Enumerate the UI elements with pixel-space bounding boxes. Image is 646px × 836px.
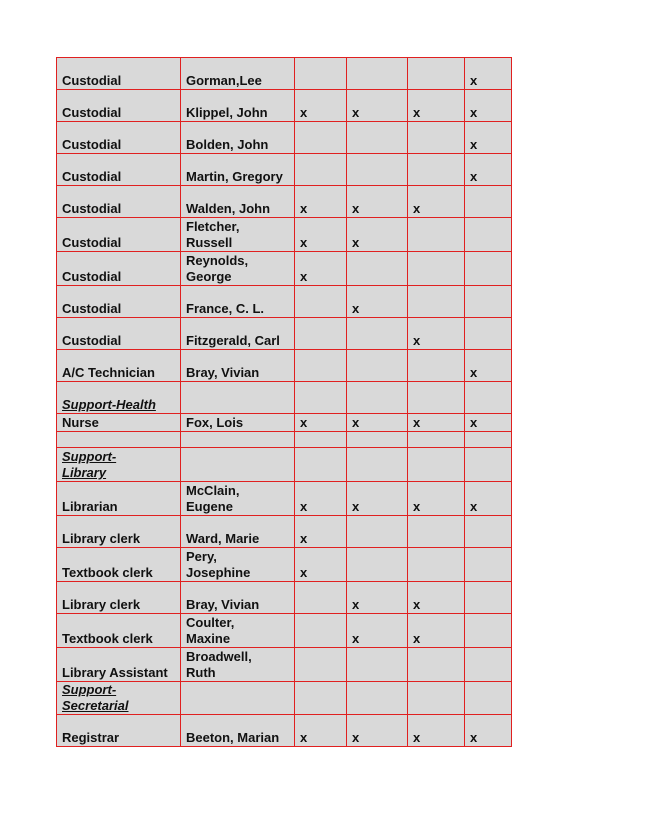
table-row	[57, 154, 512, 186]
staff-name-cell: Coulter, Maxine	[181, 614, 295, 648]
table-row	[57, 648, 512, 682]
role-cell: Custodial	[57, 286, 181, 318]
mark-cell	[295, 58, 347, 90]
table-row	[57, 58, 512, 90]
mark-cell	[408, 58, 465, 90]
staff-name-cell: France, C. L.	[181, 286, 295, 318]
table-row	[57, 614, 512, 648]
mark-cell	[347, 122, 408, 154]
table-row	[57, 548, 512, 582]
role-cell: Custodial	[57, 252, 181, 286]
staff-assignment-table	[56, 57, 512, 747]
table-row	[57, 90, 512, 122]
mark-cell	[295, 614, 347, 648]
mark-cell: x	[465, 154, 512, 186]
table-row	[57, 318, 512, 350]
staff-name-cell: Beeton, Marian	[181, 715, 295, 747]
role-cell: A/C Technician	[57, 350, 181, 382]
mark-cell	[295, 154, 347, 186]
role-cell: Custodial	[57, 186, 181, 218]
empty-cell	[465, 432, 512, 448]
empty-cell	[347, 448, 408, 482]
role-cell: Custodial	[57, 218, 181, 252]
table-row	[57, 186, 512, 218]
mark-cell	[465, 286, 512, 318]
mark-cell: x	[295, 482, 347, 516]
empty-cell	[465, 448, 512, 482]
table-row	[57, 286, 512, 318]
empty-cell	[465, 382, 512, 414]
empty-cell	[295, 432, 347, 448]
staff-name-cell: Bolden, John	[181, 122, 295, 154]
mark-cell	[465, 648, 512, 682]
mark-cell	[347, 252, 408, 286]
mark-cell	[347, 58, 408, 90]
mark-cell	[295, 122, 347, 154]
staff-name-cell: Bray, Vivian	[181, 582, 295, 614]
mark-cell	[408, 122, 465, 154]
empty-cell	[181, 448, 295, 482]
mark-cell: x	[465, 122, 512, 154]
mark-cell	[408, 286, 465, 318]
mark-cell	[465, 318, 512, 350]
staff-name-cell: Bray, Vivian	[181, 350, 295, 382]
mark-cell	[295, 286, 347, 318]
mark-cell: x	[465, 414, 512, 432]
mark-cell: x	[295, 516, 347, 548]
mark-cell	[465, 516, 512, 548]
empty-cell	[181, 382, 295, 414]
mark-cell: x	[408, 414, 465, 432]
empty-cell	[181, 682, 295, 715]
mark-cell	[408, 648, 465, 682]
table-row	[57, 482, 512, 516]
staff-name-cell: Reynolds, George	[181, 252, 295, 286]
mark-cell: x	[465, 350, 512, 382]
mark-cell	[408, 154, 465, 186]
mark-cell: x	[347, 286, 408, 318]
mark-cell: x	[295, 548, 347, 582]
mark-cell	[465, 582, 512, 614]
empty-cell	[347, 382, 408, 414]
table-row	[57, 715, 512, 747]
role-cell: Library clerk	[57, 516, 181, 548]
empty-cell	[295, 448, 347, 482]
mark-cell	[347, 516, 408, 548]
table-row	[57, 582, 512, 614]
mark-cell: x	[408, 186, 465, 218]
staff-name-cell: Gorman,Lee	[181, 58, 295, 90]
mark-cell: x	[408, 715, 465, 747]
empty-cell	[295, 382, 347, 414]
role-cell: Custodial	[57, 90, 181, 122]
empty-cell	[347, 432, 408, 448]
mark-cell: x	[295, 414, 347, 432]
staff-name-cell: Fox, Lois	[181, 414, 295, 432]
staff-name-cell: Ward, Marie	[181, 516, 295, 548]
empty-cell	[408, 432, 465, 448]
mark-cell: x	[465, 90, 512, 122]
mark-cell	[295, 582, 347, 614]
mark-cell	[465, 548, 512, 582]
empty-cell	[408, 382, 465, 414]
empty-cell	[347, 682, 408, 715]
mark-cell	[347, 648, 408, 682]
empty-cell	[465, 682, 512, 715]
role-cell: Librarian	[57, 482, 181, 516]
staff-name-cell: Fitzgerald, Carl	[181, 318, 295, 350]
role-cell: Nurse	[57, 414, 181, 432]
staff-name-cell: Martin, Gregory	[181, 154, 295, 186]
mark-cell: x	[347, 186, 408, 218]
role-cell: Textbook clerk	[57, 548, 181, 582]
mark-cell	[295, 648, 347, 682]
mark-cell: x	[465, 58, 512, 90]
role-cell: Textbook clerk	[57, 614, 181, 648]
mark-cell	[347, 154, 408, 186]
mark-cell: x	[465, 715, 512, 747]
table-body	[57, 58, 512, 747]
mark-cell	[295, 350, 347, 382]
table-row	[57, 414, 512, 432]
section-label: Support- Secretarial	[57, 682, 181, 715]
mark-cell	[408, 218, 465, 252]
mark-cell: x	[295, 218, 347, 252]
mark-cell: x	[347, 582, 408, 614]
mark-cell: x	[295, 90, 347, 122]
mark-cell	[347, 350, 408, 382]
section-label: Support- Library	[57, 448, 181, 482]
mark-cell: x	[347, 414, 408, 432]
mark-cell: x	[295, 715, 347, 747]
mark-cell: x	[347, 482, 408, 516]
staff-name-cell: Walden, John	[181, 186, 295, 218]
table-row	[57, 516, 512, 548]
mark-cell: x	[408, 582, 465, 614]
mark-cell: x	[347, 90, 408, 122]
empty-cell	[408, 448, 465, 482]
table-row	[57, 252, 512, 286]
mark-cell	[408, 252, 465, 286]
mark-cell	[465, 186, 512, 218]
section-header-row	[57, 682, 512, 715]
empty-cell	[408, 682, 465, 715]
role-cell: Custodial	[57, 58, 181, 90]
mark-cell	[465, 614, 512, 648]
staff-name-cell: Fletcher, Russell	[181, 218, 295, 252]
role-cell: Library Assistant	[57, 648, 181, 682]
role-cell: Custodial	[57, 122, 181, 154]
table-row	[57, 218, 512, 252]
mark-cell: x	[408, 614, 465, 648]
staff-name-cell: Pery, Josephine	[181, 548, 295, 582]
mark-cell	[295, 318, 347, 350]
mark-cell: x	[408, 482, 465, 516]
empty-cell	[295, 682, 347, 715]
empty-cell	[181, 432, 295, 448]
mark-cell	[465, 218, 512, 252]
role-cell: Custodial	[57, 154, 181, 186]
mark-cell	[408, 548, 465, 582]
mark-cell: x	[347, 218, 408, 252]
mark-cell: x	[347, 715, 408, 747]
mark-cell: x	[408, 90, 465, 122]
mark-cell: x	[295, 186, 347, 218]
role-cell: Library clerk	[57, 582, 181, 614]
staff-name-cell: Klippel, John	[181, 90, 295, 122]
spacer-row	[57, 432, 512, 448]
staff-name-cell: McClain, Eugene	[181, 482, 295, 516]
staff-name-cell: Broadwell, Ruth	[181, 648, 295, 682]
empty-cell	[57, 432, 181, 448]
section-label: Support-Health	[57, 382, 181, 414]
mark-cell: x	[408, 318, 465, 350]
table-row	[57, 122, 512, 154]
mark-cell	[408, 516, 465, 548]
mark-cell: x	[295, 252, 347, 286]
mark-cell: x	[347, 614, 408, 648]
mark-cell	[465, 252, 512, 286]
mark-cell: x	[465, 482, 512, 516]
mark-cell	[347, 548, 408, 582]
section-header-row	[57, 382, 512, 414]
role-cell: Custodial	[57, 318, 181, 350]
mark-cell	[347, 318, 408, 350]
table-row	[57, 350, 512, 382]
section-header-row	[57, 448, 512, 482]
role-cell: Registrar	[57, 715, 181, 747]
mark-cell	[408, 350, 465, 382]
